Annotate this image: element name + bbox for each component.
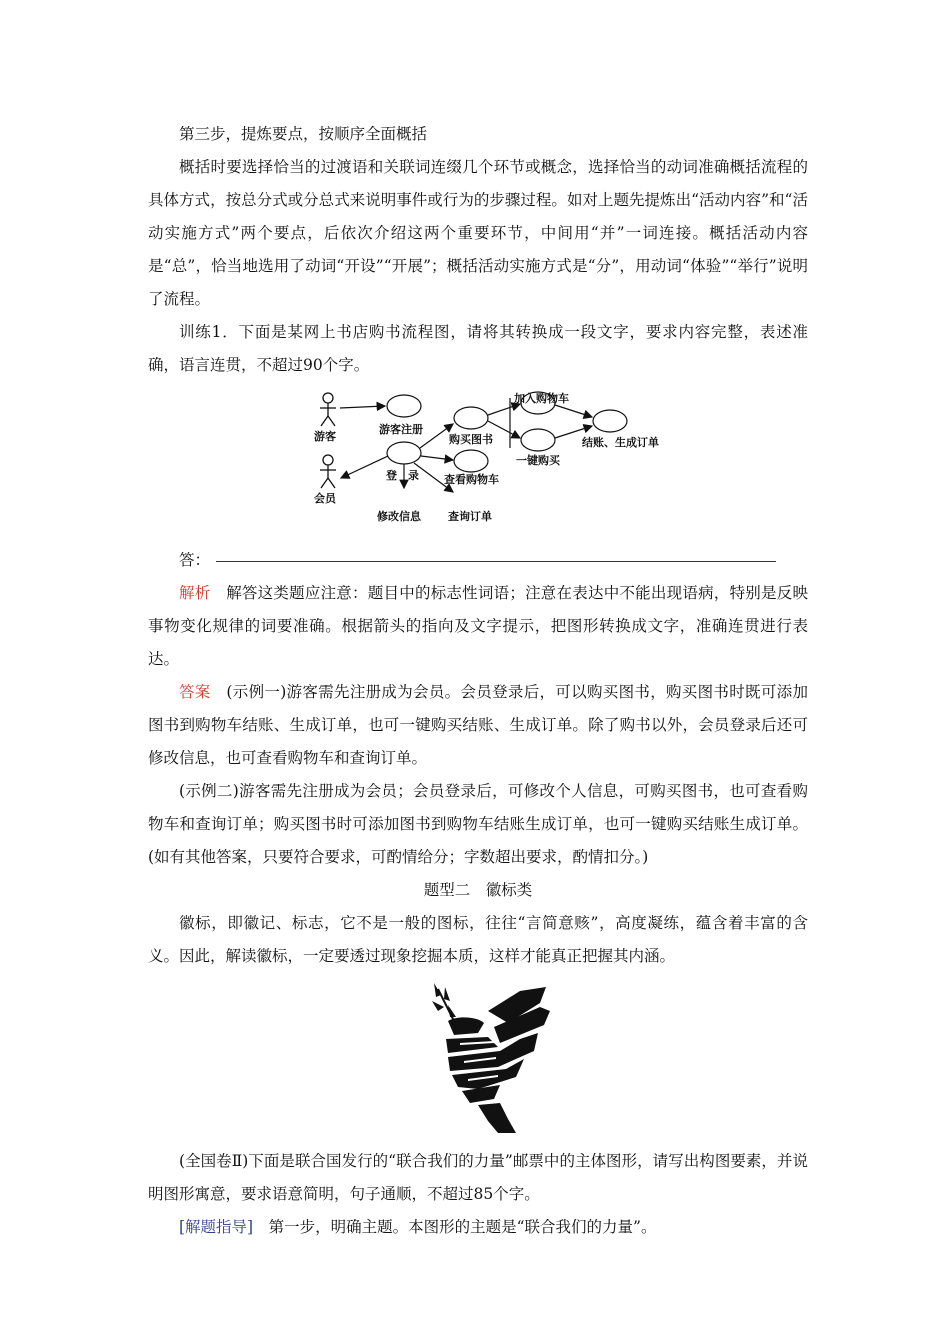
logo-intro: 徽标，即徽记、标志，它不是一般的图标，往往“言简意赅”，高度凝练，蕴含着丰富的含义。因此，解读徽标，一定要透过现象挖掘本质，这样才能真正把握其内涵。	[148, 914, 808, 965]
one-click-label: 一键购买	[516, 454, 560, 467]
checkout-node	[593, 410, 627, 432]
view-cart-label: 查看购物车	[444, 473, 499, 486]
step3-body: 概括时要选择恰当的过渡语和关联词连缀几个环节或概念，选择恰当的动词准确概括流程的具体方式，按总分式或分总式来说明事件或行为的步骤过程。如对上题先提炼出“活动内容”和“活动实施方式”两个要点，后依次介绍这两个重要环节，中间用“并”一词连接。概括活动内容是“总”，恰当地选用了动词“开设”“开展”；概括活动实施方式是“分”，用动词“体验”“举行”说明了流程。	[148, 158, 808, 308]
answer-paragraph-2: (示例二)游客需先注册成为会员；会员登录后，可修改个人信息，可购买图书，也可查看购物车和查询订单；购买图书时可添加图书到购物车结账生成订单，也可一键购买结账生成订单。(如有其他答案，只要符合要求，可酌情给分；字数超出要求，酌情扣分。)	[148, 782, 808, 866]
analysis-body: 解答这类题应注意：题目中的标志性词语；注意在表达中不能出现语病，特别是反映事物变化规律的词要准确。根据箭头的指向及文字提示，把图形转换成文字，准确连贯进行表达。	[148, 584, 808, 668]
login-label: 登 录	[386, 469, 419, 482]
answer-tag: 答案	[179, 683, 211, 701]
register-node	[387, 395, 421, 417]
member-actor-icon	[320, 455, 336, 488]
register-label: 游客注册	[379, 423, 423, 436]
answer-prompt-line	[148, 544, 808, 577]
add-cart-label: 加入购物车	[514, 392, 569, 405]
buy-books-label: 购买图书	[449, 433, 493, 446]
answer-paragraph-1	[148, 676, 808, 775]
one-click-node	[521, 429, 555, 451]
exercise-1: 训练1．下面是某网上书店购书流程图，请将其转换成一段文字，要求内容完整，表述准确，语言连贯，不超过90个字。	[148, 323, 808, 374]
answer-body-1: (示例一)游客需先注册成为会员。会员登录后，可以购买图书，购买图书时既可添加图书到购物车结账、生成订单，也可一键购买结账、生成订单。除了购书以外，会员登录后还可修改信息，也可查看购物车和查询订单。	[148, 683, 808, 767]
step3-heading: 第三步，提炼要点，按顺序全面概括	[179, 125, 428, 143]
query-order-label: 查询订单	[448, 510, 492, 523]
guide-paragraph	[148, 1211, 808, 1244]
edit-info-label: 修改信息	[377, 510, 421, 523]
dove-hands-shape	[446, 987, 550, 1133]
flowchart-svg	[148, 388, 808, 538]
actor-tourist-label: 游客	[314, 430, 336, 443]
buy-books-node	[454, 407, 488, 429]
document-page	[148, 118, 808, 1244]
guide-body: 第一步，明确主题。本图形的主题是“联合我们的力量”。	[253, 1218, 657, 1236]
answer-prompt: 答：	[179, 551, 211, 569]
analysis-tag: 解析	[179, 584, 211, 602]
login-node	[387, 442, 421, 464]
tourist-actor-icon	[320, 393, 336, 426]
answer-blank-line	[216, 560, 776, 562]
view-cart-node	[454, 450, 488, 472]
actor-member-label: 会员	[314, 492, 336, 505]
dove-hands-icon	[148, 981, 808, 1139]
flowchart-figure	[148, 388, 808, 538]
dove-stamp-figure	[148, 981, 808, 1139]
section-title: 题型二 徽标类	[423, 881, 533, 899]
analysis-paragraph	[148, 577, 808, 676]
question-paragraph: (全国卷Ⅱ)下面是联合国发行的“联合我们的力量”邮票中的主体图形，请写出构图要素，并说明图形寓意，要求语意简明，句子通顺，不超过85个字。	[148, 1152, 808, 1203]
guide-tag: [解题指导]	[179, 1218, 254, 1236]
checkout-label: 结账、生成订单	[582, 436, 659, 449]
